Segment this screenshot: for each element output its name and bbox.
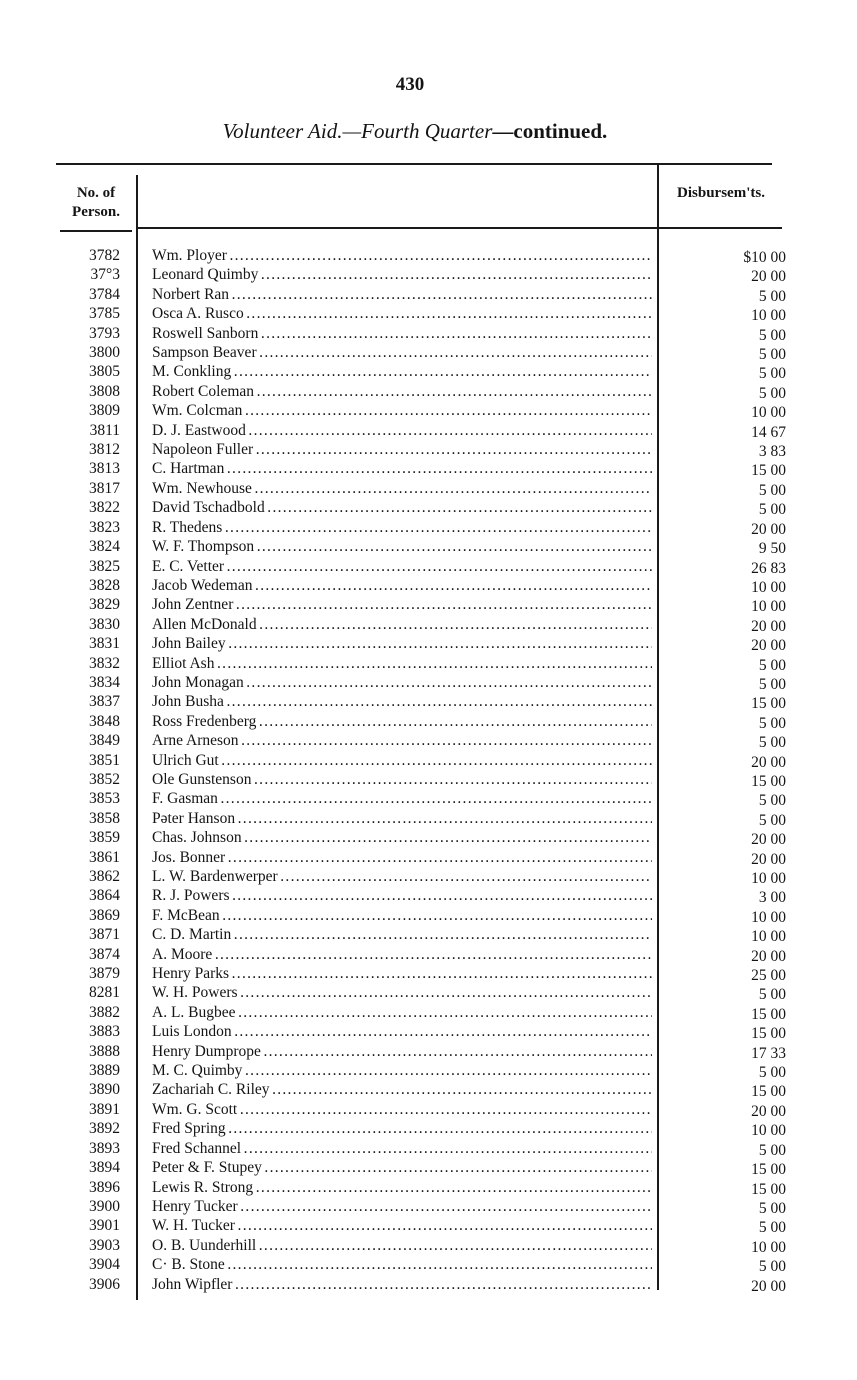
person-number: 3811 [89, 421, 120, 439]
disbursement-amount: 5 00 [758, 734, 786, 752]
disbursement-amount: 10 00 [751, 1238, 786, 1256]
person-number: 3874 [89, 945, 120, 963]
disbursement-amount: 5 00 [758, 346, 786, 364]
disbursement-amount: 10 00 [751, 307, 786, 325]
disbursement-amount: 5 00 [758, 384, 786, 402]
person-number: 3904 [89, 1256, 120, 1274]
disbursement-amount: 5 00 [758, 656, 786, 674]
person-name: John Zentner . . . [152, 595, 652, 614]
table-row [0, 304, 857, 323]
person-name: John Monagan . . . [152, 673, 652, 692]
person-name: W. H. Powers . . . [152, 983, 652, 1002]
table-row [0, 265, 857, 284]
person-name: Jos. Bonner . . . [152, 848, 652, 867]
table-row [0, 809, 857, 828]
person-name: Henry Dumprope . . . [152, 1042, 652, 1061]
person-number: 3859 [89, 829, 120, 847]
table-row [0, 557, 857, 576]
disbursement-amount: 10 00 [751, 908, 786, 926]
person-name: F. McBean . . . [152, 906, 652, 925]
disbursement-amount: 5 00 [758, 1064, 786, 1082]
table-row [0, 1100, 857, 1119]
disbursement-amount: 5 00 [758, 1199, 786, 1217]
person-number: 3808 [89, 382, 120, 400]
table-row [0, 867, 857, 886]
disbursement-amount: 15 00 [751, 1005, 786, 1023]
disbursement-amount: 15 00 [751, 462, 786, 480]
person-name: Elliot Ash . . . [152, 654, 652, 673]
disbursement-amount: 3 83 [758, 443, 786, 461]
person-name: C. D. Martin . . . [152, 925, 652, 944]
person-name: Norbert Ran . . . [152, 285, 652, 304]
person-name: Chas. Johnson . . . [152, 828, 652, 847]
person-name: M. C. Quimby . . . [152, 1061, 652, 1080]
person-name: W. H. Tucker . . . [152, 1216, 652, 1235]
person-number: 3901 [89, 1217, 120, 1235]
person-number: 3896 [89, 1178, 120, 1196]
disbursement-amount: 15 00 [751, 1083, 786, 1101]
person-name: David Tschadbold . . . [152, 498, 652, 517]
table-row [0, 692, 857, 711]
table-row [0, 789, 857, 808]
table-row [0, 1255, 857, 1274]
table-top-rule [56, 163, 772, 165]
disbursement-amount: 5 00 [758, 326, 786, 344]
person-number: 3785 [89, 305, 120, 323]
person-number: 3888 [89, 1042, 120, 1060]
person-number: 3900 [89, 1197, 120, 1215]
disbursement-amount: 10 00 [751, 1122, 786, 1140]
table-row [0, 886, 857, 905]
disbursement-amount: 5 00 [758, 1219, 786, 1237]
person-name: Jacob Wedeman . . . [152, 576, 652, 595]
person-name: R. Thedens . . . [152, 518, 652, 537]
table-row [0, 246, 857, 265]
header-bottom-rule-main [137, 227, 782, 229]
person-number: 3891 [89, 1100, 120, 1118]
disbursement-amount: 20 00 [751, 1102, 786, 1120]
person-name: Leonard Quimby . . . [152, 265, 652, 284]
person-name: Wm. G. Scott . . . [152, 1100, 652, 1119]
table-row [0, 906, 857, 925]
disbursement-amount: 15 00 [751, 1161, 786, 1179]
disbursement-amount: 5 00 [758, 1258, 786, 1276]
table-row [0, 1236, 857, 1255]
person-name: D. J. Eastwood . . . [152, 421, 652, 440]
person-name: Wm. Newhouse . . . [152, 479, 652, 498]
person-number: 3852 [89, 770, 120, 788]
person-name: Henry Parks . . . [152, 964, 652, 983]
person-number: 3882 [89, 1003, 120, 1021]
person-name: O. B. Uunderhill . . . [152, 1236, 652, 1255]
person-name: Arne Arneson . . . [152, 731, 652, 750]
person-number: 3871 [89, 926, 120, 944]
table-row [0, 479, 857, 498]
person-number: 3823 [89, 518, 120, 536]
person-name: Osca A. Rusco . . . [152, 304, 652, 323]
person-name: Ole Gunstenson . . . [152, 770, 652, 789]
person-name: Wm. Colcman . . . [152, 401, 652, 420]
table-row [0, 848, 857, 867]
disbursement-amount: $10 00 [743, 249, 786, 266]
person-number: 3837 [89, 693, 120, 711]
person-number: 3805 [89, 363, 120, 381]
disbursement-amount: 20 00 [751, 637, 786, 655]
disbursement-amount: 15 00 [751, 1180, 786, 1198]
person-name: C· B. Stone . . . [152, 1255, 652, 1274]
disbursement-amount: 17 33 [751, 1044, 786, 1062]
disbursement-amount: 5 00 [758, 811, 786, 829]
table-row [0, 1080, 857, 1099]
person-number: 3851 [89, 751, 120, 769]
person-name: Pəter Hanson . . . [152, 809, 652, 828]
table-row [0, 1061, 857, 1080]
person-name: R. J. Powers . . . [152, 886, 652, 905]
disbursement-amount: 5 00 [758, 792, 786, 810]
disbursement-amount: 25 00 [751, 967, 786, 985]
table-row [0, 1275, 857, 1294]
person-number: 3889 [89, 1062, 120, 1080]
person-number: 3830 [89, 615, 120, 633]
table-row [0, 537, 857, 556]
person-number: 3864 [89, 887, 120, 905]
disbursement-amount: 15 00 [751, 772, 786, 790]
person-name: A. L. Bugbee . . . [152, 1003, 652, 1022]
page-number: 430 [395, 74, 425, 95]
disbursement-amount: 20 00 [751, 850, 786, 868]
person-name: John Wipfler . . . [152, 1275, 652, 1294]
person-name: M. Conkling . . . [152, 362, 652, 381]
disbursement-amount: 10 00 [751, 404, 786, 422]
disbursement-amount: 26 83 [751, 559, 786, 577]
table-row [0, 828, 857, 847]
table-row [0, 382, 857, 401]
table-row [0, 712, 857, 731]
table-row [0, 1178, 857, 1197]
table-row [0, 1022, 857, 1041]
person-name: Ulrich Gut . . . [152, 751, 652, 770]
person-name: A. Moore . . . [152, 945, 652, 964]
disbursement-amount: 3 00 [758, 889, 786, 907]
person-name: W. F. Thompson . . . [152, 537, 652, 556]
person-name: Lewis R. Strong . . . [152, 1178, 652, 1197]
person-number: 3879 [89, 965, 120, 983]
person-name: John Busha . . . [152, 692, 652, 711]
disbursement-amount: 14 67 [751, 423, 786, 441]
person-name: John Bailey . . . [152, 634, 652, 653]
person-number: 3813 [89, 460, 120, 478]
disbursement-amount: 5 00 [758, 714, 786, 732]
person-number: 3800 [89, 344, 120, 362]
disbursement-amount: 20 00 [751, 268, 786, 286]
table-row [0, 362, 857, 381]
person-name: Ross Fredenberg . . . [152, 712, 652, 731]
person-number: 3832 [89, 654, 120, 672]
person-name: Napoleon Fuller . . . [152, 440, 652, 459]
person-number: 3828 [89, 576, 120, 594]
person-number: 3892 [89, 1120, 120, 1138]
person-name: Robert Coleman . . . [152, 382, 652, 401]
disbursement-amount: 10 00 [751, 870, 786, 887]
person-name: Fred Schannel . . . [152, 1139, 652, 1158]
person-name: Zachariah C. Riley . . . [152, 1080, 652, 1099]
page-title [0, 119, 830, 144]
table-row [0, 983, 857, 1002]
table-row [0, 518, 857, 537]
table-row [0, 1139, 857, 1158]
disbursement-amount: 10 00 [751, 598, 786, 616]
header-bottom-rule [60, 230, 132, 232]
person-number: 3862 [89, 868, 120, 885]
table-row [0, 595, 857, 614]
disbursement-amount: 10 00 [751, 928, 786, 946]
table-row [0, 421, 857, 440]
disbursement-amount: 5 00 [758, 365, 786, 383]
table-row [0, 731, 857, 750]
person-number: 3848 [89, 712, 120, 730]
table-row [0, 925, 857, 944]
header-person-number: No. of Person. [72, 185, 120, 220]
person-number: 3784 [89, 285, 120, 303]
person-number: 3903 [89, 1236, 120, 1254]
person-number: 3906 [89, 1275, 120, 1293]
disbursement-amount: 5 00 [758, 675, 786, 693]
disbursement-amount: 5 00 [758, 287, 786, 305]
person-number: 3861 [89, 848, 120, 866]
table-row [0, 440, 857, 459]
title-italic: Volunteer Aid.—Fourth Quarter [222, 119, 493, 143]
table-row [0, 1158, 857, 1177]
disbursement-amount: 10 00 [751, 578, 786, 596]
person-name: Henry Tucker . . . [152, 1197, 652, 1216]
disbursement-amount: 20 00 [751, 831, 786, 849]
disbursement-amount: 15 00 [751, 1025, 786, 1043]
table-row [0, 634, 857, 653]
person-name: Roswell Sanborn . . . [152, 324, 652, 343]
table-row [0, 964, 857, 983]
disbursement-amount: 20 00 [751, 753, 786, 771]
person-number: 3893 [89, 1139, 120, 1157]
disbursement-amount: 5 00 [758, 501, 786, 519]
person-number: 37°3 [90, 266, 120, 284]
table-row [0, 343, 857, 362]
person-number: 3793 [89, 324, 120, 342]
disbursement-amount: 20 00 [751, 617, 786, 635]
person-name: F. Gasman . . . [152, 789, 652, 808]
table-row [0, 654, 857, 673]
disbursement-amount: 5 00 [758, 986, 786, 1004]
person-number: 3829 [89, 596, 120, 614]
table-row [0, 770, 857, 789]
table-row [0, 1003, 857, 1022]
person-name: L. W. Bardenwerper . . . [152, 867, 652, 886]
person-name: Sampson Beaver . . . [152, 343, 652, 362]
disbursement-amount: 9 50 [758, 540, 786, 558]
person-number: 3809 [89, 402, 120, 420]
table-row [0, 324, 857, 343]
table-row [0, 751, 857, 770]
person-name: Fred Spring . . . [152, 1119, 652, 1138]
person-number: 3825 [89, 557, 120, 575]
table-row [0, 1119, 857, 1138]
person-number: 3858 [89, 809, 120, 827]
person-number: 3883 [89, 1023, 120, 1041]
person-name: Luis London . . . [152, 1022, 652, 1041]
table-row [0, 673, 857, 692]
disbursement-amount: 20 00 [751, 947, 786, 965]
table-row [0, 285, 857, 304]
person-number: 3831 [89, 635, 120, 653]
disbursement-amount: 15 00 [751, 695, 786, 713]
table-row [0, 1216, 857, 1235]
table-row [0, 401, 857, 420]
header-disbursements: Disbursem'ts. [677, 185, 765, 201]
person-number: 3817 [89, 479, 120, 497]
disbursement-amount: 5 00 [758, 1141, 786, 1159]
person-name: C. Hartman . . . [152, 459, 652, 478]
table-row [0, 615, 857, 634]
table-row [0, 945, 857, 964]
ledger-rows [0, 246, 857, 1294]
table-row [0, 1197, 857, 1216]
person-name: Wm. Ployer . . . [152, 246, 652, 265]
person-number: 3824 [89, 538, 120, 556]
person-name: E. C. Vetter . . . [152, 557, 652, 576]
person-name: Allen McDonald . . . [152, 615, 652, 634]
person-number: 3822 [89, 499, 120, 517]
disbursement-amount: 5 00 [758, 481, 786, 499]
disbursement-amount: 20 00 [751, 1277, 786, 1295]
person-number: 8281 [89, 984, 120, 1002]
table-row [0, 459, 857, 478]
person-name: Peter & F. Stupey . . . [152, 1158, 652, 1177]
disbursement-amount: 20 00 [751, 520, 786, 538]
person-number: 3782 [89, 247, 120, 264]
person-number: 3894 [89, 1159, 120, 1177]
person-number: 3834 [89, 673, 120, 691]
table-row [0, 498, 857, 517]
table-row [0, 576, 857, 595]
person-number: 3869 [89, 906, 120, 924]
person-number: 3853 [89, 790, 120, 808]
person-number: 3849 [89, 732, 120, 750]
person-number: 3890 [89, 1081, 120, 1099]
table-row [0, 1042, 857, 1061]
title-continued: —continued. [492, 119, 608, 143]
person-number: 3812 [89, 441, 120, 459]
